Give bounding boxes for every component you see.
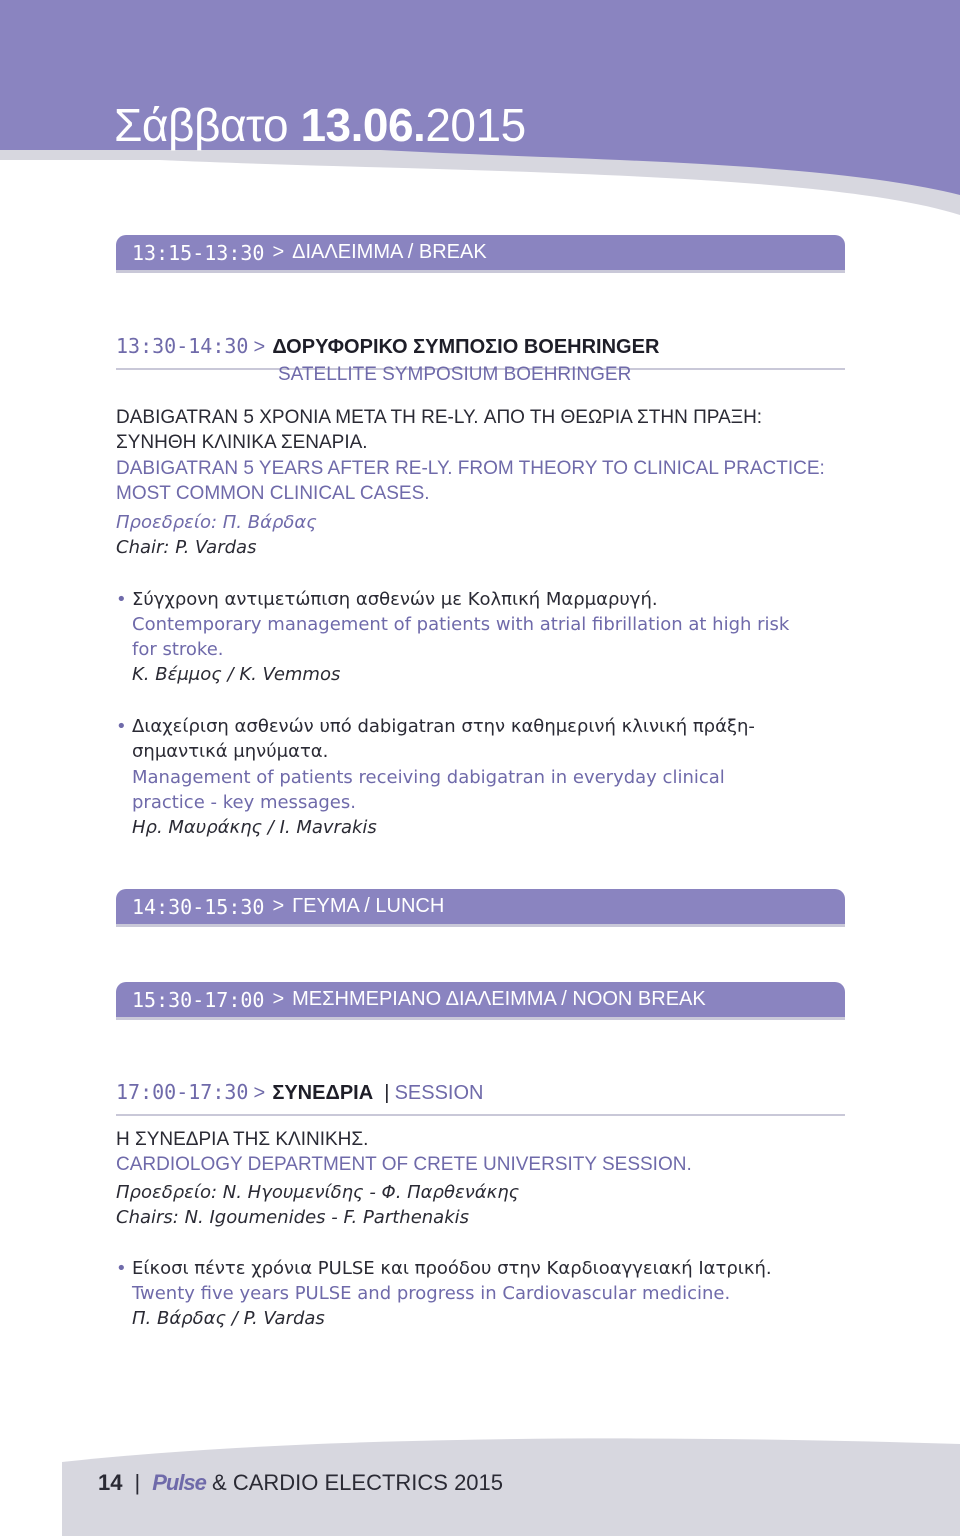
- pulse-logo: Pulse: [152, 1470, 206, 1495]
- talk1-title-en-line2: for stroke.: [132, 639, 224, 660]
- noon-break-bar: [116, 982, 845, 1020]
- lunch-arrow: >: [272, 895, 285, 917]
- talk2-title-gr-line2: σημαντικά μηνύματα.: [132, 741, 329, 762]
- session-title-gr: Η ΣΥΝΕΔΡΙΑ ΤΗΣ ΚΛΙΝΙΚΗΣ.: [116, 1129, 369, 1150]
- satellite-chair-en: Chair: P. Vardas: [116, 537, 257, 558]
- talk1-speaker: Κ. Βέμμος / K. Vemmos: [132, 664, 341, 685]
- talk1-title-gr: • Σύγχρονη αντιμετώπιση ασθενών με Κολπική Μαρμαρυγή.: [132, 587, 658, 612]
- break-label: ΔΙΑΛΕΙΜΜΑ / BREAK: [292, 241, 487, 263]
- noon-break-arrow: >: [272, 988, 285, 1010]
- satellite-title-gr: ΔΟΡΥΦΟΡΙΚΟ ΣΥΜΠΟΣΙΟ BOEHRINGER: [272, 336, 660, 358]
- talk1-title-en-line1: Contemporary management of patients with atrial fibrillation at high risk: [132, 614, 790, 635]
- noon-break-time: 15:30-17:00: [132, 987, 265, 1012]
- talk2-title-en-line2: practice - key messages.: [132, 792, 356, 813]
- satellite-topic-en-line1: DABIGATRAN 5 YEARS AFTER RE-LY. FROM THEORY TO CLINICAL PRACTICE:: [116, 458, 825, 479]
- session-chairs-en: Chairs: N. Igoumenides - F. Parthenakis: [116, 1207, 470, 1228]
- satellite-topic-gr-line2: ΣΥΝΗΘΗ ΚΛΙΝΙΚΑ ΣΕΝΑΡΙΑ.: [116, 432, 368, 453]
- session-talk-speaker: Π. Βάρδας / P. Vardas: [132, 1308, 325, 1329]
- page-footer: [98, 1470, 503, 1496]
- session-divider: |: [384, 1082, 390, 1104]
- session-title-en: CARDIOLOGY DEPARTMENT OF CRETE UNIVERSITY SESSION.: [116, 1154, 692, 1175]
- satellite-time: 13:30-14:30: [116, 334, 249, 358]
- page-date-title: Σάββατο 13.06.2015: [114, 99, 526, 151]
- talk2-title-en-line1: Management of patients receiving dabigatran in everyday clinical: [132, 767, 725, 788]
- session-arrow: >: [253, 1082, 266, 1104]
- satellite-chair-gr: Προεδρείο: Π. Βάρδας: [116, 512, 317, 533]
- break-arrow: >: [272, 241, 285, 263]
- session-chairs-gr: Προεδρείο: Ν. Ηγουμενίδης - Φ. Παρθενάκης: [116, 1182, 520, 1203]
- satellite-topic-gr-line1: DABIGATRAN 5 ΧΡΟΝΙΑ ΜΕΤΑ ΤΗ RE-LY. ΑΠΟ ΤΗ ΘΕΩΡΙΑ ΣΤΗΝ ΠΡΑΞΗ:: [116, 407, 763, 428]
- satellite-arrow: >: [253, 336, 266, 358]
- footer-publication: & CARDIO ELECTRICS 2015: [212, 1470, 504, 1495]
- session-label-gr: ΣΥΝΕΔΡΙΑ: [272, 1082, 374, 1104]
- lunch-time: 14:30-15:30: [132, 894, 265, 919]
- talk2-speaker: Ηρ. Μαυράκης / I. Mavrakis: [132, 817, 377, 838]
- break-bar: [116, 235, 845, 273]
- session-talk-title-en: Twenty five years PULSE and progress in Cardiovascular medicine.: [132, 1283, 731, 1304]
- session-talk-title-gr: • Είκοσι πέντε χρόνια PULSE και προόδου στην Καρδιοαγγειακή Ιατρική.: [132, 1256, 772, 1281]
- lunch-label: ΓΕΥΜΑ / LUNCH: [292, 895, 445, 917]
- session-header: [116, 1080, 845, 1116]
- talk2-title-gr-line1: • Διαχείριση ασθενών υπό dabigatran στην καθημερινή κλινική πράξη-: [132, 714, 755, 739]
- satellite-title-en: SATELLITE SYMPOSIUM BOEHRINGER: [278, 364, 632, 385]
- lunch-bar: [116, 889, 845, 927]
- session-label-en: SESSION: [394, 1082, 484, 1104]
- break-time: 13:15-13:30: [132, 240, 265, 265]
- page-number: 14: [98, 1470, 123, 1495]
- noon-break-label: ΜΕΣΗΜΕΡΙΑΝΟ ΔΙΑΛΕΙΜΜΑ / NOON BREAK: [292, 988, 706, 1010]
- satellite-topic-en-line2: MOST COMMON CLINICAL CASES.: [116, 483, 430, 504]
- footer-separator: |: [134, 1470, 141, 1495]
- session-time: 17:00-17:30: [116, 1080, 249, 1104]
